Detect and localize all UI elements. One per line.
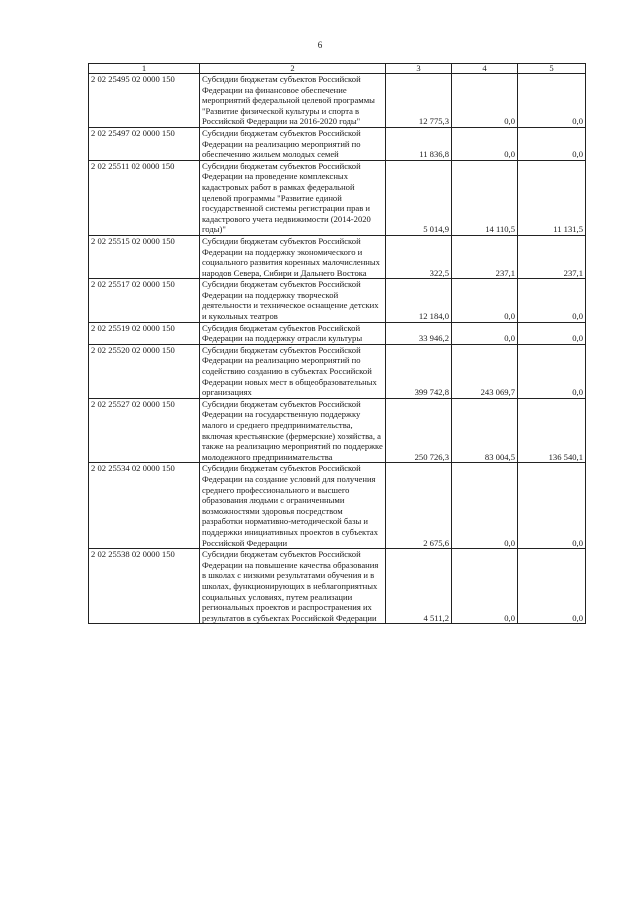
amount-col3: 399 742,8 <box>386 344 452 398</box>
amount-col5: 0,0 <box>518 74 586 128</box>
amount-col3: 250 726,3 <box>386 398 452 463</box>
amount-col4: 243 069,7 <box>452 344 518 398</box>
amount-col4: 83 004,5 <box>452 398 518 463</box>
budget-table <box>88 63 586 624</box>
table-row <box>89 344 586 398</box>
column-header-1: 1 <box>89 64 200 74</box>
amount-col4: 0,0 <box>452 322 518 344</box>
amount-col5: 136 540,1 <box>518 398 586 463</box>
table-row <box>89 74 586 128</box>
amount-col5: 0,0 <box>518 322 586 344</box>
amount-col3: 11 836,8 <box>386 127 452 160</box>
amount-col4: 14 110,5 <box>452 160 518 235</box>
budget-code: 2 02 25520 02 0000 150 <box>89 344 200 398</box>
budget-code: 2 02 25511 02 0000 150 <box>89 160 200 235</box>
table-row <box>89 127 586 160</box>
table-row <box>89 279 586 322</box>
amount-col5: 0,0 <box>518 344 586 398</box>
amount-col4: 0,0 <box>452 463 518 549</box>
budget-code: 2 02 25515 02 0000 150 <box>89 235 200 278</box>
table-row <box>89 160 586 235</box>
page-number: 6 <box>317 40 323 50</box>
amount-col3: 322,5 <box>386 235 452 278</box>
budget-code: 2 02 25534 02 0000 150 <box>89 463 200 549</box>
budget-item-name: Субсидии бюджетам субъектов Российской Федерации на государственную поддержку малого и среднего предпринимательства, включая крестьянские (фермерские) хозяйства, а также на реализацию мероприятий по поддержке молодежного предпринимательства <box>200 398 386 463</box>
budget-item-name: Субсидии бюджетам субъектов Российской Федерации на повышение качества образования в школах с низкими результатами обучения и в школах, функционирующих в неблагоприятных социальных условиях, путем реализации региональных проектов и распространения их результатов в субъектах Российской Федерации <box>200 549 386 624</box>
budget-item-name: Субсидии бюджетам субъектов Российской Федерации на поддержку творческой деятельности и техническое оснащение детских и кукольных театров <box>200 279 386 322</box>
budget-code: 2 02 25527 02 0000 150 <box>89 398 200 463</box>
table-row <box>89 549 586 624</box>
table-row <box>89 398 586 463</box>
amount-col5: 0,0 <box>518 279 586 322</box>
table-row <box>89 322 586 344</box>
budget-item-name: Субсидия бюджетам субъектов Российской Федерации на поддержку отрасли культуры <box>200 322 386 344</box>
table-header-row <box>89 64 586 74</box>
budget-item-name: Субсидии бюджетам субъектов Российской Федерации на реализацию мероприятий по обеспечению жильем молодых семей <box>200 127 386 160</box>
budget-item-name: Субсидии бюджетам субъектов Российской Федерации на реализацию мероприятий по содействию созданию в субъектах Российской Федерации новых мест в общеобразовательных организациях <box>200 344 386 398</box>
amount-col5: 237,1 <box>518 235 586 278</box>
amount-col3: 12 775,3 <box>386 74 452 128</box>
budget-code: 2 02 25519 02 0000 150 <box>89 322 200 344</box>
column-header-4: 4 <box>452 64 518 74</box>
column-header-3: 3 <box>386 64 452 74</box>
amount-col3: 12 184,0 <box>386 279 452 322</box>
budget-item-name: Субсидии бюджетам субъектов Российской Федерации на создание условий для получения среднего профессионального и высшего образования людьми с ограниченными возможностями здоровья посредством разработки нормативно-методической базы и поддержки инициативных проектов в субъектах Российской Федерации <box>200 463 386 549</box>
budget-item-name: Субсидии бюджетам субъектов Российской Федерации на поддержку экономического и социального развития коренных малочисленных народов Севера, Сибири и Дальнего Востока <box>200 235 386 278</box>
amount-col3: 33 946,2 <box>386 322 452 344</box>
amount-col3: 4 511,2 <box>386 549 452 624</box>
budget-code: 2 02 25495 02 0000 150 <box>89 74 200 128</box>
amount-col5: 0,0 <box>518 127 586 160</box>
amount-col5: 0,0 <box>518 463 586 549</box>
amount-col4: 0,0 <box>452 549 518 624</box>
amount-col4: 237,1 <box>452 235 518 278</box>
amount-col3: 2 675,6 <box>386 463 452 549</box>
budget-code: 2 02 25538 02 0000 150 <box>89 549 200 624</box>
amount-col4: 0,0 <box>452 74 518 128</box>
budget-item-name: Субсидии бюджетам субъектов Российской Федерации на проведение комплексных кадастровых работ в рамках федеральной целевой программы "Развитие единой государственной системы регистрации прав и кадастрового учета недвижимости (2014-2020 годы)" <box>200 160 386 235</box>
amount-col5: 0,0 <box>518 549 586 624</box>
column-header-2: 2 <box>200 64 386 74</box>
amount-col4: 0,0 <box>452 279 518 322</box>
column-header-5: 5 <box>518 64 586 74</box>
amount-col4: 0,0 <box>452 127 518 160</box>
table-row <box>89 463 586 549</box>
table-row <box>89 235 586 278</box>
budget-code: 2 02 25517 02 0000 150 <box>89 279 200 322</box>
amount-col5: 11 131,5 <box>518 160 586 235</box>
budget-code: 2 02 25497 02 0000 150 <box>89 127 200 160</box>
budget-item-name: Субсидии бюджетам субъектов Российской Федерации на финансовое обеспечение мероприятий федеральной целевой программы "Развитие физической культуры и спорта в Российской Федерации на 2016-2020 годы" <box>200 74 386 128</box>
amount-col3: 5 014,9 <box>386 160 452 235</box>
